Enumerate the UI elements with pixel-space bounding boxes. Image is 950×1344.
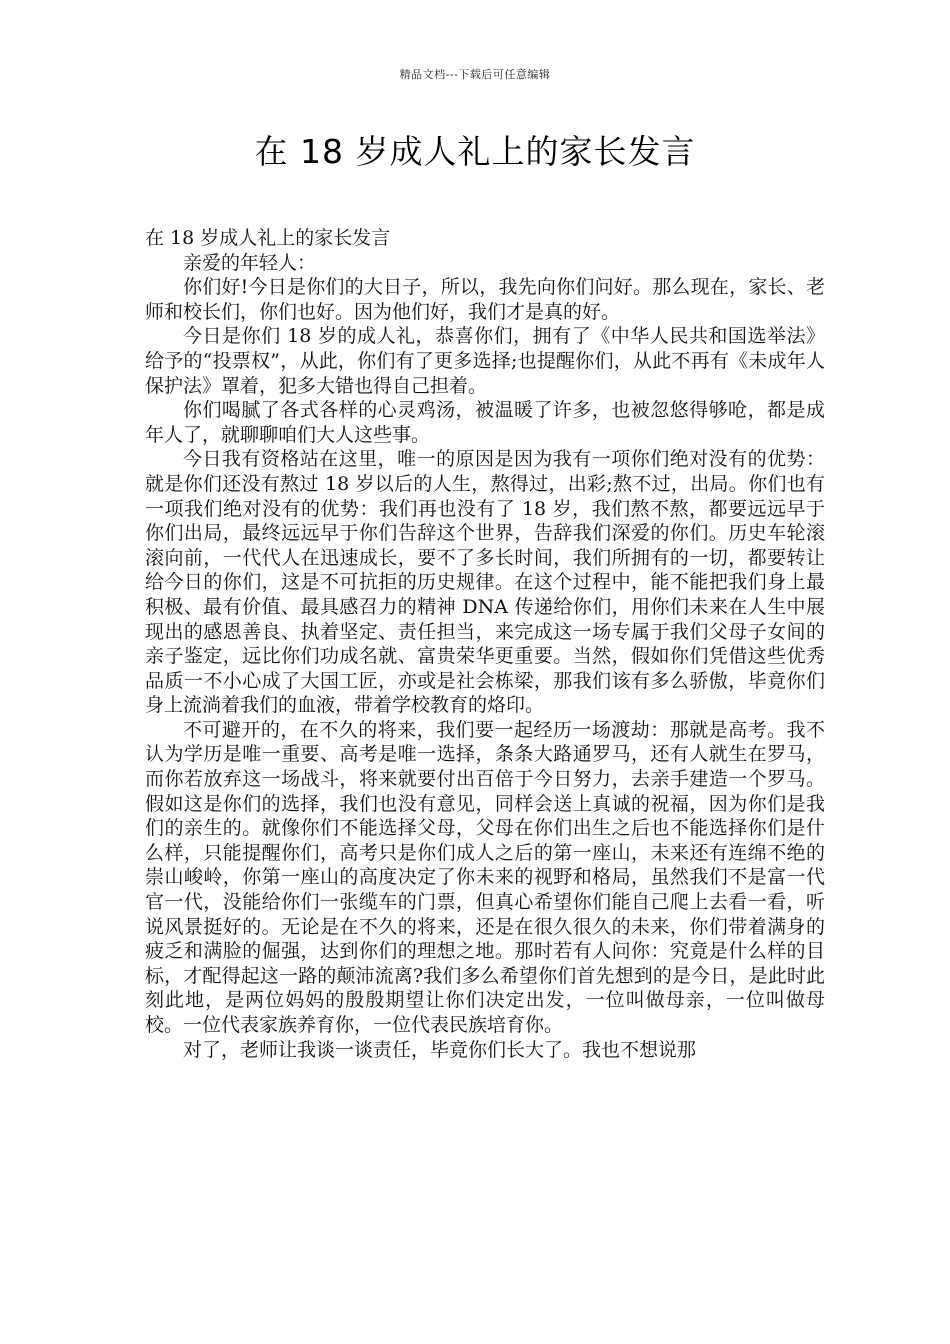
paragraph: 你们好!今日是你们的大日子，所以，我先向你们问好。那么现在，家长、老师和校长们，你们也好。因为他们好，我们才是真的好。	[145, 276, 825, 323]
paragraph: 对了，老师让我谈一谈责任，毕竟你们长大了。我也不想说那	[183, 1038, 697, 1061]
body-subtitle: 在 18 岁成人礼上的家长发言	[145, 227, 391, 249]
header-note: 精品文档---下载后可任意编辑	[399, 68, 551, 81]
document-title: 在 18 岁成人礼上的家长发言	[254, 132, 696, 171]
paragraph: 今日我有资格站在这里，唯一的原因是因为我有一项你们绝对没有的优势：就是你们还没有熬过 18 岁以后的人生，熬得过，出彩;熬不过，出局。你们也有一项我们绝对没有的优势：我们再也没有了 18 岁，我们熬不熬，都要远远早于你们出局，最终远远早于你们告辞这个世界，告辞我们深爱的你们。历史车轮滚滚向前，一代代人在迅速成长，要不了多长时间，我们所拥有的一切，都要转让给今日的你们，这是不可抗拒的历史规律。在这个过程中，能不能把我们身上最积极、最有价值、最具感召力的精神 DNA 传递给你们，用你们未来在人生中展现出的感恩善良、执着坚定、责任担当，来完成这一场专属于我们父母子女间的亲子鉴定，远比你们功成名就、富贵荣华更重要。当然，假如你们凭借这些优秀品质一不小心成了大国工匠，亦或是社会栋梁，那我们该有多么骄傲，毕竟你们身上流淌着我们的血液，带着学校教育的烙印。	[145, 448, 825, 717]
paragraph: 不可避开的，在不久的将来，我们要一起经历一场渡劫：那就是高考。我不认为学历是唯一重要、高考是唯一选择，条条大路通罗马，还有人就生在罗马，而你若放弃这一场战斗，将来就要付出百倍于今日努力，去亲手建造一个罗马。假如这是你们的选择，我们也没有意见，同样会送上真诚的祝福，因为你们是我们的亲生的。就像你们不能选择父母，父母在你们出生之后也不能选择你们是什么样，只能提醒你们，高考只是你们成人之后的第一座山，未来还有连绵不绝的崇山峻岭，你第一座山的高度决定了你未来的视野和格局，虽然我们不是富一代官一代，没能给你们一张缆车的门票，但真心希望你们能自己爬上去看一看，听说风景挺好的。无论是在不久的将来，还是在很久很久的未来，你们带着满身的疲乏和满脸的倔强，达到你们的理想之地。那时若有人问你：究竟是什么样的目标，才配得起这一路的颠沛流离?我们多么希望你们首先想到的是今日，是此时此刻此地，是两位妈妈的殷殷期望让你们决定出发，一位叫做母亲，一位叫做母校。一位代表家族养育你，一位代表民族培育你。	[145, 718, 825, 1036]
paragraph: 今日是你们 18 岁的成人礼，恭喜你们，拥有了《中华人民共和国选举法》给予的“投票权”，从此，你们有了更多选择;也提醒你们，从此不再有《未成年人保护法》罩着，犯多大错也得自己担着。	[145, 325, 825, 397]
paragraph: 你们喝腻了各式各样的心灵鸡汤，被温暖了许多，也被忽悠得够呛，都是成年人了，就聊聊咱们大人这些事。	[145, 399, 825, 446]
paragraph-greeting: 亲爱的年轻人：	[183, 251, 317, 274]
document-body	[145, 226, 825, 1062]
